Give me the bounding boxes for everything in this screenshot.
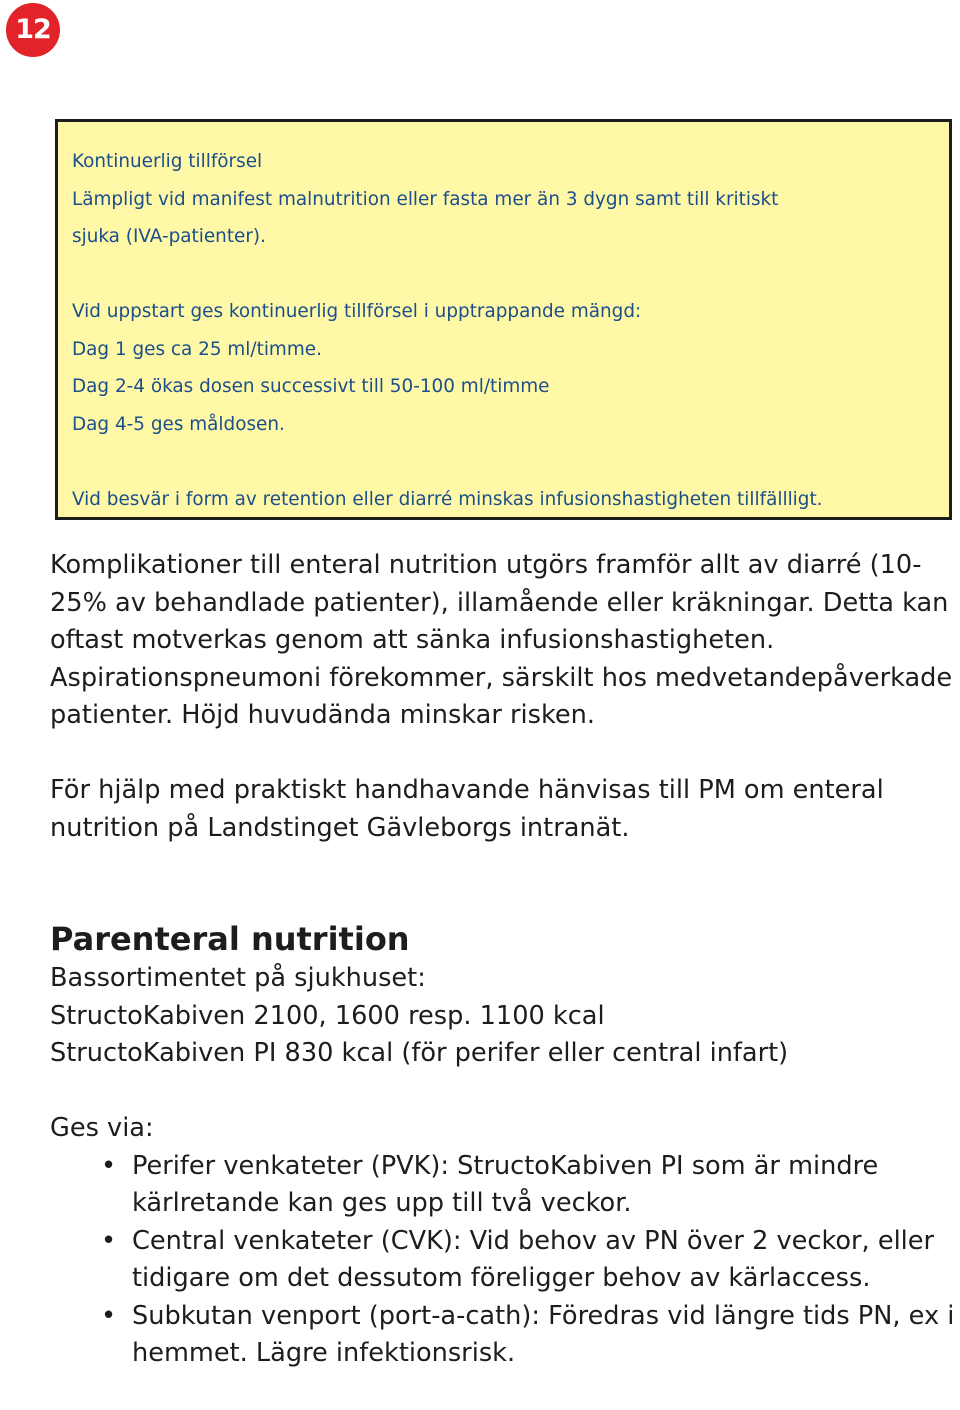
parenteral-heading: Parenteral nutrition bbox=[50, 920, 410, 958]
bullet-icon: • bbox=[101, 1225, 117, 1256]
given-via-label: Ges via: bbox=[50, 1113, 154, 1143]
route-text: Subkutan venport (port-a-cath): Föredras vid längre tids PN, ex i hemmet. Lägre infektionsrisk. bbox=[132, 1300, 955, 1368]
infobox-line: Dag 2-4 ökas dosen successivt till 50-100 ml/timme bbox=[72, 376, 550, 397]
route-text: Central venkateter (CVK): Vid behov av PN över 2 veckor, eller tidigare om det dessutom föreligger behov av kärlaccess. bbox=[132, 1225, 935, 1293]
route-list bbox=[50, 1148, 955, 1373]
list-item bbox=[50, 1223, 955, 1298]
infobox-note: Vid besvär i form av retention eller diarré minskas infusionshastigheten tillfällligt. bbox=[72, 488, 823, 510]
route-text: Perifer venkateter (PVK): StructoKabiven PI som är mindre kärlretande kan ges upp till två veckor. bbox=[132, 1150, 879, 1218]
practical-help-paragraph: För hjälp med praktiskt handhavande hänvisas till PM om enteral nutrition på Landstinget Gävleborgs intranät. bbox=[50, 775, 884, 843]
infobox-line: Dag 4-5 ges måldosen. bbox=[72, 413, 285, 435]
page-number-badge: 12 bbox=[6, 3, 60, 57]
parenteral-section bbox=[50, 960, 955, 1373]
assortment-label: Bassortimentet på sjukhuset: bbox=[50, 963, 426, 993]
infobox-title: Kontinuerlig tillförsel bbox=[72, 151, 263, 172]
infobox-line: Vid uppstart ges kontinuerlig tillförsel i upptrappande mängd: bbox=[72, 301, 642, 322]
list-item bbox=[50, 1148, 955, 1223]
bullet-icon: • bbox=[101, 1300, 117, 1331]
product-line: StructoKabiven 2100, 1600 resp. 1100 kcal bbox=[50, 1000, 605, 1031]
infobox-line: Dag 1 ges ca 25 ml/timme. bbox=[72, 338, 322, 360]
product-line: StructoKabiven PI 830 kcal (för perifer eller central infart) bbox=[50, 1038, 789, 1068]
complications-paragraph: Komplikationer till enteral nutrition utgörs framför allt av diarré (10-25% av behandlade patienter), illamående eller kräkningar. Detta kan oftast motverkas genom att sänka infusionshastigheten. Aspirationspneumoni förekommer, särskilt hos medvetandepåverkade patienter. Höjd huvudända minskar risken. bbox=[50, 550, 953, 730]
infobox-line: Lämpligt vid manifest malnutrition eller fasta mer än 3 dygn samt till kritiskt bbox=[72, 188, 779, 210]
continuous-infusion-infobox bbox=[55, 119, 952, 520]
infobox-line: sjuka (IVA-patienter). bbox=[72, 226, 266, 247]
list-item bbox=[50, 1298, 955, 1373]
bullet-icon: • bbox=[101, 1150, 117, 1181]
enteral-complications-section bbox=[50, 547, 955, 847]
